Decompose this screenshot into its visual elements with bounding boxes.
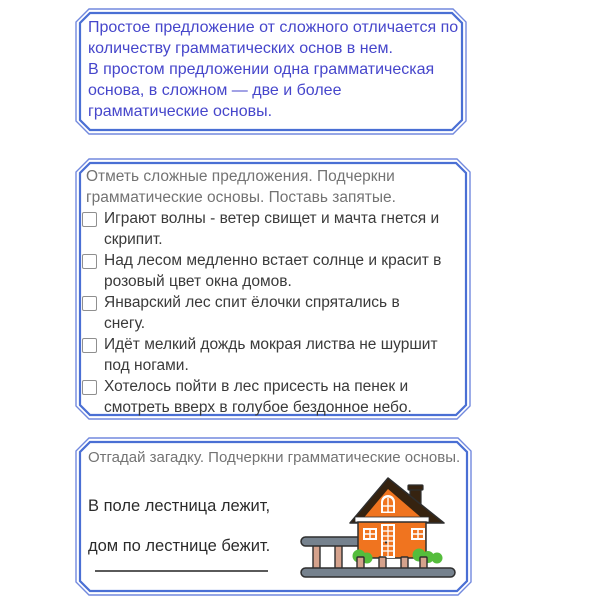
- checkbox[interactable]: [82, 254, 97, 269]
- task-item-line: под ногами.: [104, 357, 189, 374]
- checkbox[interactable]: [82, 296, 97, 311]
- intro-rule-line: грамматические основы.: [88, 103, 273, 120]
- task-item-line: снегу.: [104, 315, 146, 332]
- task-item-line: розовый цвет окна домов.: [104, 273, 292, 290]
- task-item-line: Идёт мелкий дождь мокрая листва не шуршит: [104, 336, 438, 353]
- checkbox[interactable]: [82, 212, 97, 227]
- riddle-instruction: Отгадай загадку. Подчеркни грамматические основы.: [88, 449, 461, 466]
- task-item-line: смотреть вверх в голубое бездонное небо.: [104, 399, 412, 416]
- task-item: [82, 292, 461, 334]
- checkbox[interactable]: [82, 380, 97, 395]
- riddle-line: дом по лестнице бежит.: [88, 537, 271, 555]
- task-item: [82, 208, 461, 250]
- task-item-line: скрипит.: [104, 231, 163, 248]
- intro-rule-line: основа, в сложном — две и более: [88, 82, 342, 99]
- riddle-panel: [75, 437, 472, 596]
- task-item: [82, 376, 461, 418]
- intro-rule-line: количеству грамматических основ в нем.: [88, 40, 393, 57]
- intro-rule-line: В простом предложении одна грамматическая: [88, 61, 435, 78]
- task-item-list: [82, 208, 461, 418]
- intro-rule-panel: [75, 8, 467, 135]
- tasks-panel: [75, 158, 471, 420]
- intro-rule-line: Простое предложение от сложного отличается по: [88, 19, 459, 36]
- task-item-line: Над лесом медленно встает солнце и красит в: [104, 252, 442, 269]
- answer-blank-line: [95, 570, 268, 572]
- task-item: [82, 250, 461, 292]
- house-on-ladder-illustration: [298, 475, 458, 581]
- task-item-line: Играют волны - ветер свищет и мачта гнется и: [104, 210, 440, 227]
- checkbox[interactable]: [82, 338, 97, 353]
- tasks-instruction: грамматические основы. Поставь запятые.: [86, 189, 396, 206]
- task-item: [82, 334, 461, 376]
- task-item-line: Хотелось пойти в лес присесть на пенек и: [104, 378, 409, 395]
- task-item-line: Январский лес спит ёлочки спрятались в: [104, 294, 400, 311]
- riddle-line: В поле лестница лежит,: [88, 497, 271, 515]
- tasks-instruction: Отметь сложные предложения. Подчеркни: [86, 168, 395, 185]
